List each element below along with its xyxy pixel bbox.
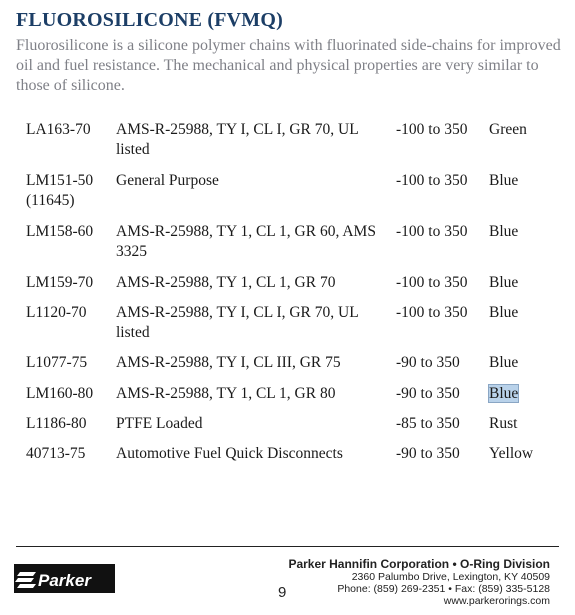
compound-temp-range: -90 to 350 bbox=[396, 354, 460, 371]
company-phone-fax: Phone: (859) 269-2351 • Fax: (859) 335-5128 bbox=[337, 583, 550, 595]
compound-temp-range: -90 to 350 bbox=[396, 385, 460, 402]
compound-temp-range: -90 to 350 bbox=[396, 445, 460, 462]
compound-id: L1186-80 bbox=[26, 415, 87, 432]
compound-temp-range: -100 to 350 bbox=[396, 223, 468, 240]
parker-logo bbox=[14, 564, 115, 593]
compound-temp-range: -100 to 350 bbox=[396, 304, 468, 321]
compound-temp-range: -100 to 350 bbox=[396, 121, 468, 138]
company-website[interactable]: www.parkerorings.com bbox=[443, 595, 550, 607]
compound-id: L1077-75 bbox=[26, 354, 88, 371]
footer-divider bbox=[16, 546, 559, 547]
compound-color: Blue bbox=[489, 172, 519, 189]
compound-color: Yellow bbox=[489, 445, 534, 462]
compound-color: Green bbox=[489, 121, 527, 138]
compound-color: Blue bbox=[489, 223, 519, 240]
compound-id: LM158-60 bbox=[26, 223, 94, 240]
compound-spec: AMS-R-25988, TY I, CL I, GR 70, UL listed bbox=[116, 121, 359, 158]
compound-id: LM151-50 (11645) bbox=[26, 172, 94, 209]
compound-temp-range: -100 to 350 bbox=[396, 274, 468, 291]
company-name: Parker Hannifin Corporation • O-Ring Division bbox=[288, 557, 550, 571]
compound-id: L1120-70 bbox=[26, 304, 87, 321]
compound-spec: General Purpose bbox=[116, 172, 219, 189]
compound-spec: AMS-R-25988, TY I, CL III, GR 75 bbox=[116, 354, 341, 371]
compound-temp-range: -100 to 350 bbox=[396, 172, 468, 189]
intro-paragraph: Fluorosilicone is a silicone polymer chains with fluorinated side-chains for improved oil and fuel resistance. The mechanical and physical properties are very similar to those of silicone. bbox=[16, 37, 561, 94]
compound-spec: AMS-R-25988, TY 1, CL 1, GR 70 bbox=[116, 274, 336, 291]
company-address: 2360 Palumbo Drive, Lexington, KY 40509 bbox=[351, 571, 550, 583]
page-title: FLUOROSILICONE (FVMQ) bbox=[16, 9, 283, 31]
parker-logo-text: Parker bbox=[38, 571, 91, 590]
compound-temp-range: -85 to 350 bbox=[396, 415, 460, 432]
compound-id: LA163-70 bbox=[26, 121, 91, 138]
compound-color: Blue bbox=[489, 304, 519, 321]
compound-id: LM159-70 bbox=[26, 274, 94, 291]
compound-spec: AMS-R-25988, TY 1, CL 1, GR 60, AMS 3325 bbox=[116, 223, 376, 260]
compound-id: LM160-80 bbox=[26, 385, 94, 402]
compound-id: 40713-75 bbox=[26, 445, 86, 462]
compound-color: Blue bbox=[489, 354, 519, 371]
compound-color: Blue bbox=[489, 274, 519, 291]
compound-spec: AMS-R-25988, TY I, CL I, GR 70, UL listed bbox=[116, 304, 359, 341]
compound-color: Rust bbox=[489, 415, 518, 432]
compound-spec: Automotive Fuel Quick Disconnects bbox=[116, 445, 343, 462]
compound-color-selected[interactable]: Blue bbox=[489, 385, 519, 402]
compound-spec: PTFE Loaded bbox=[116, 415, 203, 432]
page-number: 9 bbox=[278, 584, 287, 601]
company-info bbox=[288, 557, 550, 607]
compound-spec: AMS-R-25988, TY 1, CL 1, GR 80 bbox=[116, 385, 336, 402]
